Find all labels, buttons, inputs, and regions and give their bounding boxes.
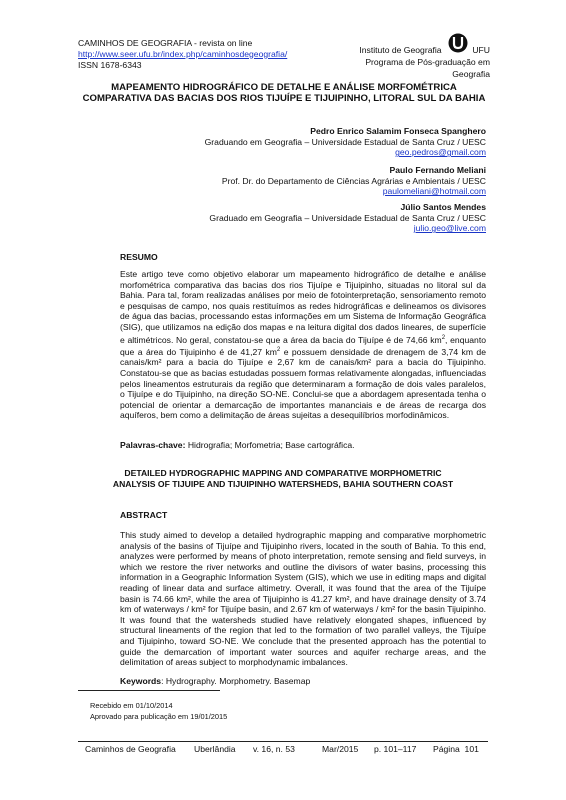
received-date: Recebido em 01/10/2014 <box>90 701 173 710</box>
author-name: Paulo Fernando Meliani <box>389 165 486 175</box>
author-email-link[interactable]: geo.pedros@gmail.com <box>395 147 486 158</box>
issn: ISSN 1678-6343 <box>78 59 142 70</box>
footer-date: Mar/2015 <box>322 744 359 754</box>
article-title-pt: MAPEAMENTO HIDROGRÁFICO DE DETALHE E ANÁLISE MORFOMÉTRICA COMPARATIVA DAS BACIAS DOS RIOS TIJUÍPE E TIJUIPINHO, LITORAL SUL DA BAHIA <box>82 82 486 104</box>
author-email-link[interactable]: julio.geo@live.com <box>413 223 486 234</box>
article-title-en: DETAILED HYDROGRAPHIC MAPPING AND COMPARATIVE MORPHOMETRIC ANALYSIS OF TIJUIPE AND TIJUIPINHO WATERSHEDS, BAHIA SOUTHERN COAST <box>112 468 454 489</box>
ufu-logo-icon <box>448 33 468 53</box>
abstract-heading: ABSTRACT <box>120 510 168 520</box>
author-affiliation: Graduado em Geografia – Universidade Estadual de Santa Cruz / UESC <box>209 212 486 223</box>
institute-header <box>345 36 490 80</box>
keywords: Keywords: Hydrography. Morphometry. Basemap <box>120 676 311 686</box>
author-block-1 <box>126 126 486 158</box>
author-block-3 <box>126 202 486 234</box>
footer-city: Uberlândia <box>194 744 236 754</box>
resumo-heading: RESUMO <box>120 252 158 262</box>
abstract-paragraph: This study aimed to develop a detailed hydrographic mapping and comparative morphometric analysis of the basins of Tijuípe and Tijuipinho rivers, located in the south of Bahia. To this end, analyzes were performed by means of photo interpretation, remote sensing and field surveys, in which we restore the river networks and outline the divisors of water basins, processing this information in a Geographic Information System (GIS), which we use in editing maps and digital reading of linear data and surface altimetry. Overall, it was found that the area of the Tijuípe basin is 74.66 km², while the area of Tijuipinho is 41.27 km², and have drainage density of 3.74 km of waterways / km² for Tijuípe basin, and 2.67 km of waterways / km² for the basin Tijuipinho. It was found that the watersheds studied have relatively elongated shapes, influenced by structural lineaments of the region that led to the formation of two parallel valleys, the Tijuípe and Tijuipinho, toward SO-NE. We conclude that the presented approach has the potential to guide the demarcation of important water sources and aquifer recharge areas, and the delimitation of areas subject to morphodynamic imbalances. <box>120 530 486 668</box>
author-name: Júlio Santos Mendes <box>400 202 486 212</box>
author-name: Pedro Enrico Salamim Fonseca Spanghero <box>310 126 486 136</box>
author-email-link[interactable]: paulomeliani@hotmail.com <box>382 186 486 197</box>
footer-volume: v. 16, n. 53 <box>253 744 295 754</box>
footer-divider <box>78 741 488 742</box>
footer-page-number: Página 101 <box>433 744 479 754</box>
palavras-chave: Palavras-chave: Hidrografia; Morfometria; Base cartográfica. <box>120 440 355 450</box>
author-affiliation: Prof. Dr. do Departamento de Ciências Agrárias e Ambientais / UESC <box>221 175 486 186</box>
footer-pages: p. 101–117 <box>374 744 417 754</box>
ufu-label: UFU <box>472 45 490 55</box>
journal-name: CAMINHOS DE GEOGRAFIA - revista on line <box>78 38 253 48</box>
footnotes <box>90 701 227 722</box>
journal-url-link[interactable]: http://www.seer.ufu.br/index.php/caminhosdegeografia/ <box>78 48 288 59</box>
journal-header <box>78 38 287 70</box>
author-block-2 <box>126 165 486 197</box>
approved-date: Aprovado para publicação em 19/01/2015 <box>90 711 228 721</box>
program-name: Programa de Pós-graduação em Geografia <box>365 57 490 79</box>
footer-journal: Caminhos de Geografia <box>85 744 176 754</box>
institute-name: Instituto de Geografia <box>359 45 442 55</box>
footnote-divider <box>78 690 220 691</box>
author-affiliation: Graduando em Geografia – Universidade Estadual de Santa Cruz / UESC <box>204 136 486 147</box>
resumo-paragraph: Este artigo teve como objetivo elaborar um mapeamento hidrográfico de detalhe e análise morfométrica comparativa das bacias dos rios Tijuípe e Tijuipinho, situadas no litoral sul da Bahia. Para tal, foram realizadas análises por meio de fotointerpretação, sensoriamento remoto e pesquisas de campo, nos quais restituímos as redes hidrográficas e delineamos os divisores de água das bacias, processando estas informações em um Sistema de Informação Geográfica (SIG), que utilizamos na edição dos mapas e na leitura digital dos dados lineares, de superfície e altimétricos. No geral, constatou-se que a área da bacia do Tijuípe é de 74,66 $km^2$, enquanto que a área do Tijuipinho é de 41,27 $km^2$ e possuem densidade de drenagem de 3,74 km de canais/km² para a bacia do Tijuípe e 2,67 km de canais/km² para a bacia do Tijuipinho. Constatou-se que as bacias estudadas possuem formas relativamente alongadas, influenciadas pelos lineamentos estruturais da região que determinaram a formação de dois vales paralelos, o Tijuípe e do Tijuipinho, na direção SO-NE. Conclui-se que a abordagem apresentada tenha o potencial de orientar a demarcação de importantes mananciais e de áreas de recarga dos aquíferos, bem como a delimitação de áreas sujeitas a desequilíbrios morfodinâmicos. <box>120 269 486 421</box>
